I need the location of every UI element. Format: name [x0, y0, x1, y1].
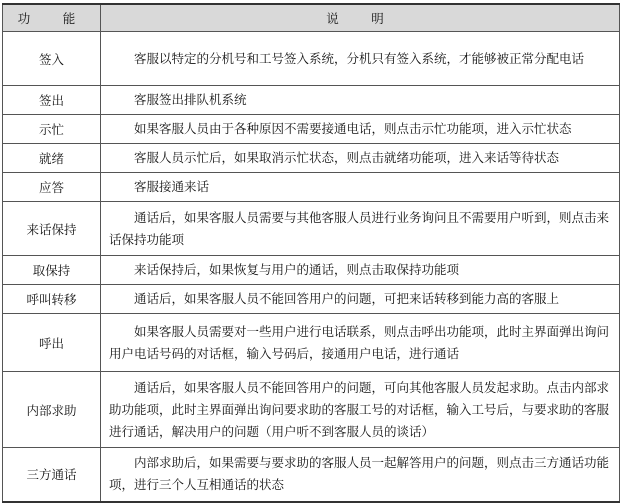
- description-text: 客服人员示忙后，如果取消示忙状态，则点击就绪功能项，进入来话等待状态: [134, 150, 560, 165]
- function-cell: 取保持: [3, 256, 101, 285]
- function-table-wrapper: [2, 3, 619, 503]
- table-row: [3, 32, 620, 86]
- description-cell: [101, 173, 620, 202]
- description-cell: [101, 448, 620, 502]
- description-cell: [101, 144, 620, 173]
- function-cell: 示忙: [3, 115, 101, 144]
- function-cell: 签入: [3, 32, 101, 86]
- function-cell: 三方通话: [3, 448, 101, 502]
- description-cell: [101, 256, 620, 285]
- function-cell: 内部求助: [3, 372, 101, 448]
- description-text: 来话保持后，如果恢复与用户的通话，则点击取保持功能项: [134, 262, 460, 277]
- table-row: [3, 86, 620, 115]
- table-row: [3, 372, 620, 448]
- table-row: [3, 448, 620, 502]
- header-description: 说 明: [101, 4, 620, 32]
- description-text: 内部求助后，如果需要与要求助的客服人员一起解答用户的问题，则点击三方通话功能项，进行三个人互相通话的状态: [109, 455, 610, 493]
- table-row: [3, 314, 620, 372]
- table-row: [3, 202, 620, 256]
- function-cell: 签出: [3, 86, 101, 115]
- description-text: 客服签出排队机系统: [134, 92, 247, 107]
- description-cell: [101, 202, 620, 256]
- table-row: [3, 256, 620, 285]
- function-cell: 应答: [3, 173, 101, 202]
- description-text: 如果客服人员由于各种原因不需要接通电话，则点击示忙功能项，进入示忙状态: [134, 121, 572, 136]
- description-text: 通话后，如果客服人员需要与其他客服人员进行业务询问且不需要用户听到，则点击来话保持功能项: [109, 209, 610, 247]
- function-cell: 呼出: [3, 314, 101, 372]
- function-cell: 呼叫转移: [3, 285, 101, 314]
- description-cell: [101, 32, 620, 86]
- function-cell: 就绪: [3, 144, 101, 173]
- function-table: [2, 3, 620, 503]
- description-text: 如果客服人员需要对一些用户进行电话联系，则点击呼出功能项，此时主界面弹出询问用户电话号码的对话框，输入号码后，接通用户电话，进行通话: [109, 323, 610, 361]
- table-row: [3, 285, 620, 314]
- description-cell: [101, 86, 620, 115]
- description-text: 客服接通来话: [134, 179, 210, 194]
- description-text: 通话后，如果客服人员不能回答用户的问题，可向其他客服人员发起求助。点击内部求助功能项，此时主界面弹出询问要求助的客服工号的对话框，输入工号后，与要求助的客服进行通话，解决用户的问题（用户听不到客服人员的谈话）: [109, 379, 610, 439]
- description-cell: [101, 314, 620, 372]
- function-cell: 来话保持: [3, 202, 101, 256]
- description-cell: [101, 372, 620, 448]
- table-header-row: [3, 4, 620, 32]
- description-text: 通话后，如果客服人员不能回答用户的问题，可把来话转移到能力高的客服上: [134, 291, 560, 306]
- table-row: [3, 115, 620, 144]
- table-row: [3, 173, 620, 202]
- description-text: 客服以特定的分机号和工号签入系统，分机只有签入系统，才能够被正常分配电话: [134, 50, 585, 66]
- header-function: 功 能: [3, 4, 101, 32]
- description-cell: [101, 285, 620, 314]
- table-row: [3, 144, 620, 173]
- description-cell: [101, 115, 620, 144]
